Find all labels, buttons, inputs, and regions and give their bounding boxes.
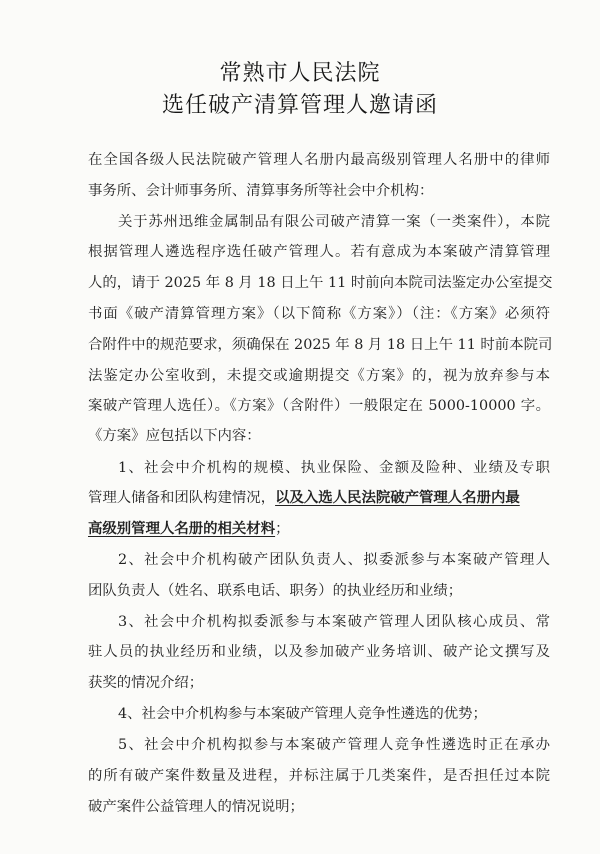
item-5-line: 破产案件公益管理人的情况说明；: [88, 799, 304, 815]
intro-line: 书面《破产清算管理方案》（以下简称《方案》）（注：《方案》必须符: [88, 306, 550, 322]
court-name: 常熟市人民法院: [219, 61, 381, 86]
item-1-line: [88, 517, 550, 538]
item-3-line: 3、社会中介机构拟委派参与本案破产管理人团队核心成员、常: [118, 614, 550, 630]
item-1-text: ；: [275, 521, 290, 537]
intro-line: 法鉴定办公室收到，未提交或逾期提交《方案》的，视为放弃参与本: [88, 368, 550, 384]
intro-line: 根据管理人遴选程序选任破产管理人。若有意成为本案破产清算管理: [88, 244, 550, 260]
salutation-line: 事务所、会计师事务所、清算事务所等社会中介机构：: [88, 183, 434, 199]
item-5-line: 5、社会中介机构拟参与本案破产管理人竞争性遴选时正在承办: [118, 737, 550, 753]
intro-line: 关于苏州迅维金属制品有限公司破产清算一案（一类案件），本院: [118, 214, 550, 230]
item-1-underlined-text: 高级别管理人名册的相关材料: [88, 520, 276, 537]
item-1-line: [88, 486, 550, 507]
item-2-line: 2、社会中介机构破产团队负责人、拟委派参与本案破产管理人: [118, 552, 550, 568]
salutation-line: 在全国各级人民法院破产管理人名册内最高级别管理人名册中的律师: [88, 152, 550, 168]
item-5-line: 的所有破产案件数量及进程，并标注属于几类案件，是否担任过本院: [88, 768, 550, 784]
intro-line: 案破产管理人选任）。《方案》（含附件）一般限定在 5000-10000 字。: [88, 398, 550, 414]
item-3-line: 驻人员的执业经历和业绩，以及参加破产业务培训、破产论文撰写及: [88, 644, 550, 660]
item-1-text: 管理人储备和团队构建情况，: [88, 490, 276, 506]
item-3-line: 获奖的情况介绍；: [88, 675, 204, 691]
item-4-line: 4、社会中介机构参与本案破产管理人竞争性遴选的优势；: [118, 706, 487, 722]
intro-line: 人的，请于 2025 年 8 月 18 日上午 11 时前向本院司法鉴定办公室提交: [88, 275, 553, 291]
letter-title: 选任破产清算管理人邀请函: [161, 93, 438, 118]
intro-line: 《方案》应包括以下内容：: [88, 428, 261, 444]
item-1-underlined-text: 以及入选人民法院破产管理人名册内最: [275, 489, 520, 506]
item-1-line: 1、社会中介机构的规模、执业保险、金额及险种、业绩及专职: [118, 460, 550, 476]
intro-line: 合附件中的规范要求，须确保在 2025 年 8 月 18 日上午 11 时前本院司: [88, 337, 553, 353]
item-2-line: 团队负责人（姓名、联系电话、职务）的执业经历和业绩；: [88, 583, 463, 599]
